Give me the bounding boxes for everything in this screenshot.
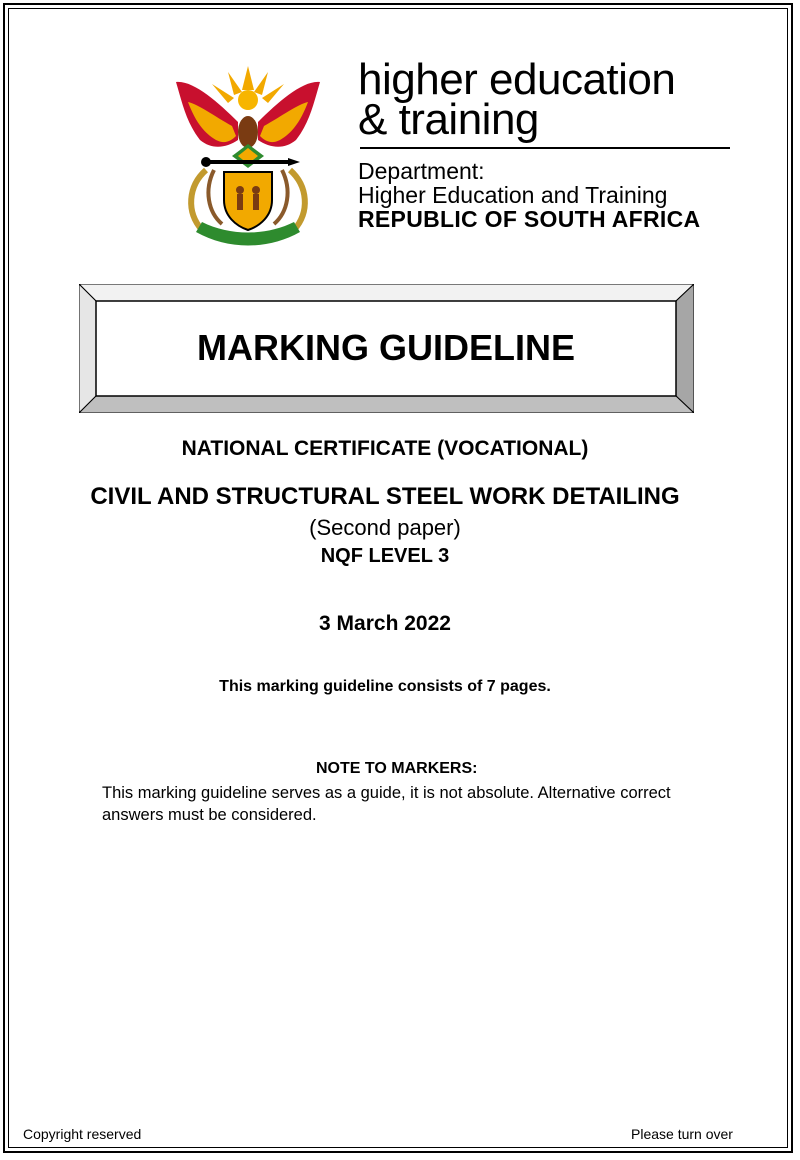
- page-count-note: This marking guideline consists of 7 pages.: [219, 678, 551, 695]
- note-heading: NOTE TO MARKERS:: [316, 760, 478, 777]
- coat-of-arms-icon: [168, 62, 328, 250]
- logo-line-training: & training: [358, 95, 539, 144]
- exam-date: 3 March 2022: [319, 612, 451, 635]
- document-title: MARKING GUIDELINE: [197, 327, 575, 368]
- certificate-name: NATIONAL CERTIFICATE (VOCATIONAL): [181, 437, 589, 460]
- logo-divider: [360, 147, 730, 149]
- logo-line-higher-education: higher education: [358, 55, 676, 104]
- logo-department-name: Higher Education and Training: [358, 182, 668, 208]
- paper-number: (Second paper): [309, 515, 461, 540]
- logo-department-label: Department:: [358, 158, 485, 184]
- footer-turn-over: Please turn over: [631, 1126, 733, 1142]
- logo-country: REPUBLIC OF SOUTH AFRICA: [358, 206, 701, 232]
- note-body: This marking guideline serves as a guide, it is not absolute. Alternative correct answers must be considered.: [102, 784, 671, 824]
- footer-copyright: Copyright reserved: [23, 1126, 142, 1142]
- subject-name: CIVIL AND STRUCTURAL STEEL WORK DETAILING: [90, 483, 680, 510]
- nqf-level: NQF LEVEL 3: [320, 545, 450, 567]
